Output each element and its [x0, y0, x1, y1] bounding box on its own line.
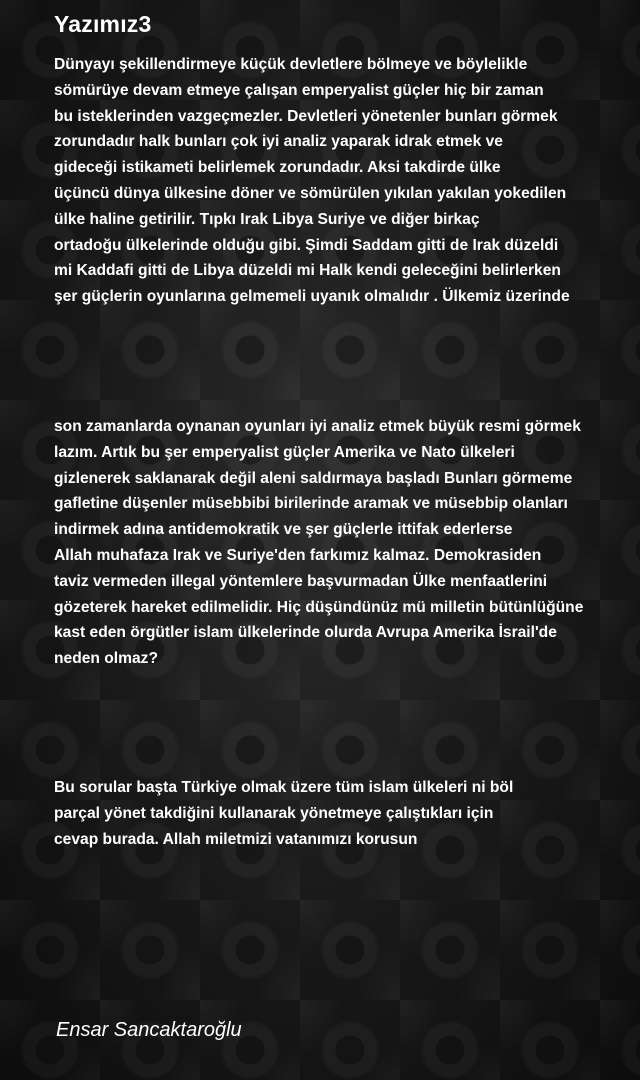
stanza-1	[54, 52, 634, 310]
poem-line: kast eden örgütler islam ülkelerinde olurda Avrupa Amerika İsrail'de	[54, 624, 557, 642]
poem-line: parçal yönet takdiğini kullanarak yönetmeye çalıştıkları için	[54, 804, 494, 822]
poem-line: şer güçlerin oyunlarına gelmemeli uyanık olmalıdır . Ülkemiz üzerinde	[54, 288, 570, 306]
poem-line: gideceği istikameti belirlemek zorundadır. Aksi takdirde ülke	[54, 159, 501, 177]
poem-line: Allah muhafaza Irak ve Suriye'den farkımız kalmaz. Demokrasiden	[54, 546, 542, 564]
poem-line: son zamanlarda oynanan oyunları iyi analiz etmek büyük resmi görmek	[54, 418, 581, 435]
poem-line: taviz vermeden illegal yöntemlere başvurmadan Ülke menfaatlerini	[54, 572, 548, 590]
poem-line: bu isteklerinden vazgeçmezler. Devletleri yönetenler bunları görmek	[54, 107, 558, 125]
poem-line: neden olmaz?	[54, 650, 158, 668]
poem-line: gafletine düşenler müsebbibi birilerinde aramak ve müsebbip olanları	[54, 495, 568, 513]
poem-line: ülke haline getirilir. Tıpkı Irak Libya Suriye ve diğer birkaç	[54, 210, 480, 228]
poem-line: gizlenerek saklanarak değil aleni saldırmaya başladı Bunları görmeme	[54, 469, 573, 487]
poem-title: Yazımız3	[54, 11, 152, 37]
poem-line: Dünyayı şekillendirmeye küçük devletlere bölmeye ve böylelikle	[54, 56, 528, 73]
stanza-2	[54, 414, 634, 672]
poem-line: üçüncü dünya ülkesine döner ve sömürülen yıkılan yakılan yokedilen	[54, 184, 567, 202]
poem-line: gözeterek hareket edilmelidir. Hiç düşündünüz mü milletin bütünlüğüne	[54, 598, 584, 616]
poem-line: Bu sorular başta Türkiye olmak üzere tüm islam ülkeleri ni böl	[54, 779, 514, 796]
poem-line: indirmek adına antidemokratik ve şer güçlerle ittifak ederlerse	[54, 521, 513, 539]
poem-line: mi Kaddafi gitti de Libya düzeldi mi Halk kendi geleceğini belirlerken	[54, 262, 561, 280]
poem-author: Ensar Sancaktaroğlu	[56, 1019, 242, 1041]
poem-line: lazım. Artık bu şer emperyalist güçler Amerika ve Nato ülkeleri	[54, 443, 515, 461]
poem-line: ortadoğu ülkelerinde olduğu gibi. Şimdi Saddam gitti de Irak düzeldi	[54, 236, 559, 254]
poem-line: sömürüye devam etmeye çalışan emperyalist güçler hiç bir zaman	[54, 81, 544, 99]
poem-line: cevap burada. Allah miletmizi vatanımızı korusun	[54, 830, 418, 848]
stanza-3	[54, 775, 634, 852]
poem-line: zorundadır halk bunları çok iyi analiz yaparak idrak etmek ve	[54, 133, 503, 151]
